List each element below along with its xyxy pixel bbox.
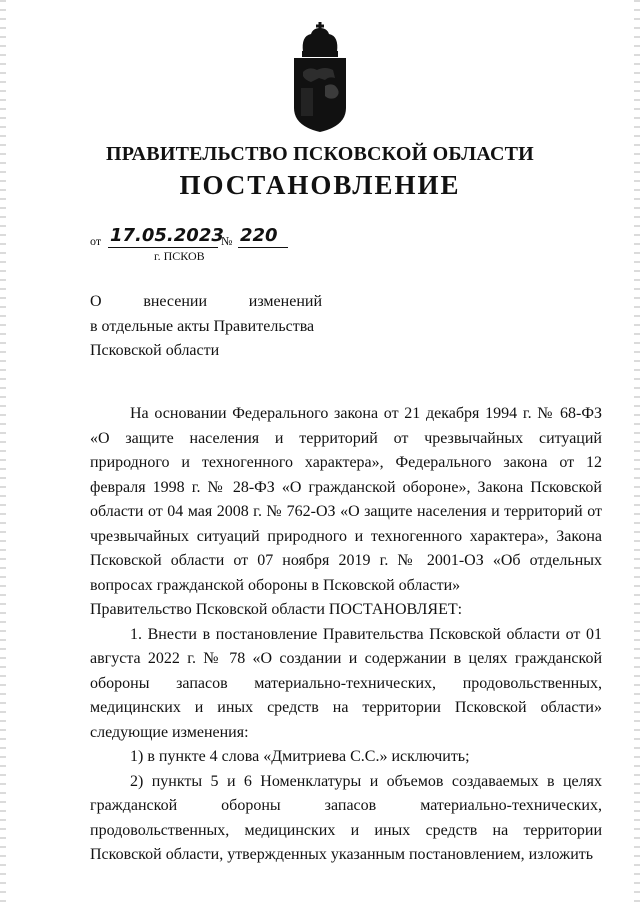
document-body (90, 402, 602, 868)
city-label: г. ПСКОВ (154, 249, 205, 263)
scan-edge-left (0, 0, 6, 905)
paragraph-subitem-1: 1) в пункте 4 слова «Дмитриева С.С.» исключить; (130, 748, 470, 765)
subject-line-3: Псковской области (90, 342, 220, 359)
document-subject (90, 290, 322, 364)
scan-edge-right (634, 0, 640, 905)
subject-word: О (90, 293, 102, 310)
subject-word: изменений (248, 293, 322, 310)
paragraph-resolves: Правительство Псковской области ПОСТАНОВЛЯЕТ: (90, 601, 463, 618)
government-title: ПРАВИТЕЛЬСТВО ПСКОВСКОЙ ОБЛАСТИ (106, 143, 534, 165)
number-prefix: № (221, 234, 233, 248)
subject-line-2: в отдельные акты Правительства (90, 317, 315, 335)
document-number: 220 (238, 225, 288, 248)
document-meta (90, 225, 310, 265)
paragraph-item-1: 1. Внести в постановление Правительства Псковской области от 01 августа 2022 г. № 78 «О создании и содержании в целях гражданской обороны запасов материально-технических, продовольственных, медицинских и иных средств на территории Псковской области» следующие изменения: (90, 625, 602, 741)
date-prefix: от (90, 234, 102, 248)
subject-line-1 (90, 290, 322, 315)
paragraph-subitem-2: 2) пункты 5 и 6 Номенклатуры и объемов создаваемых в целях гражданской обороны запасов материально-технических, продовольственных, медицинских и иных средств на территории Псковской области, утвержденных указанным постановлением, изложить (90, 772, 602, 863)
pskov-coat-of-arms-icon (289, 22, 351, 134)
document-date: 17.05.2023 (110, 225, 224, 246)
subject-word: внесении (143, 293, 208, 310)
document-type-title: ПОСТАНОВЛЕНИЕ (179, 170, 461, 200)
paragraph-basis: На основании Федерального закона от 21 декабря 1994 г. № 68-ФЗ «О защите населения и территорий от чрезвычайных ситуаций природного и техногенного характера», Федерального закона от 12 февраля 1998 г. № 28-ФЗ «О гражданской обороне», Закона Псковской области от 04 мая 2008 г. № 762-ОЗ «О защите населения и территорий от чрезвычайных ситуаций природного и техногенного характера», Закона Псковской области от 07 ноября 2019 г. № 2001-ОЗ «Об отдельных вопросах гражданской обороны в Псковской области» (90, 405, 602, 594)
